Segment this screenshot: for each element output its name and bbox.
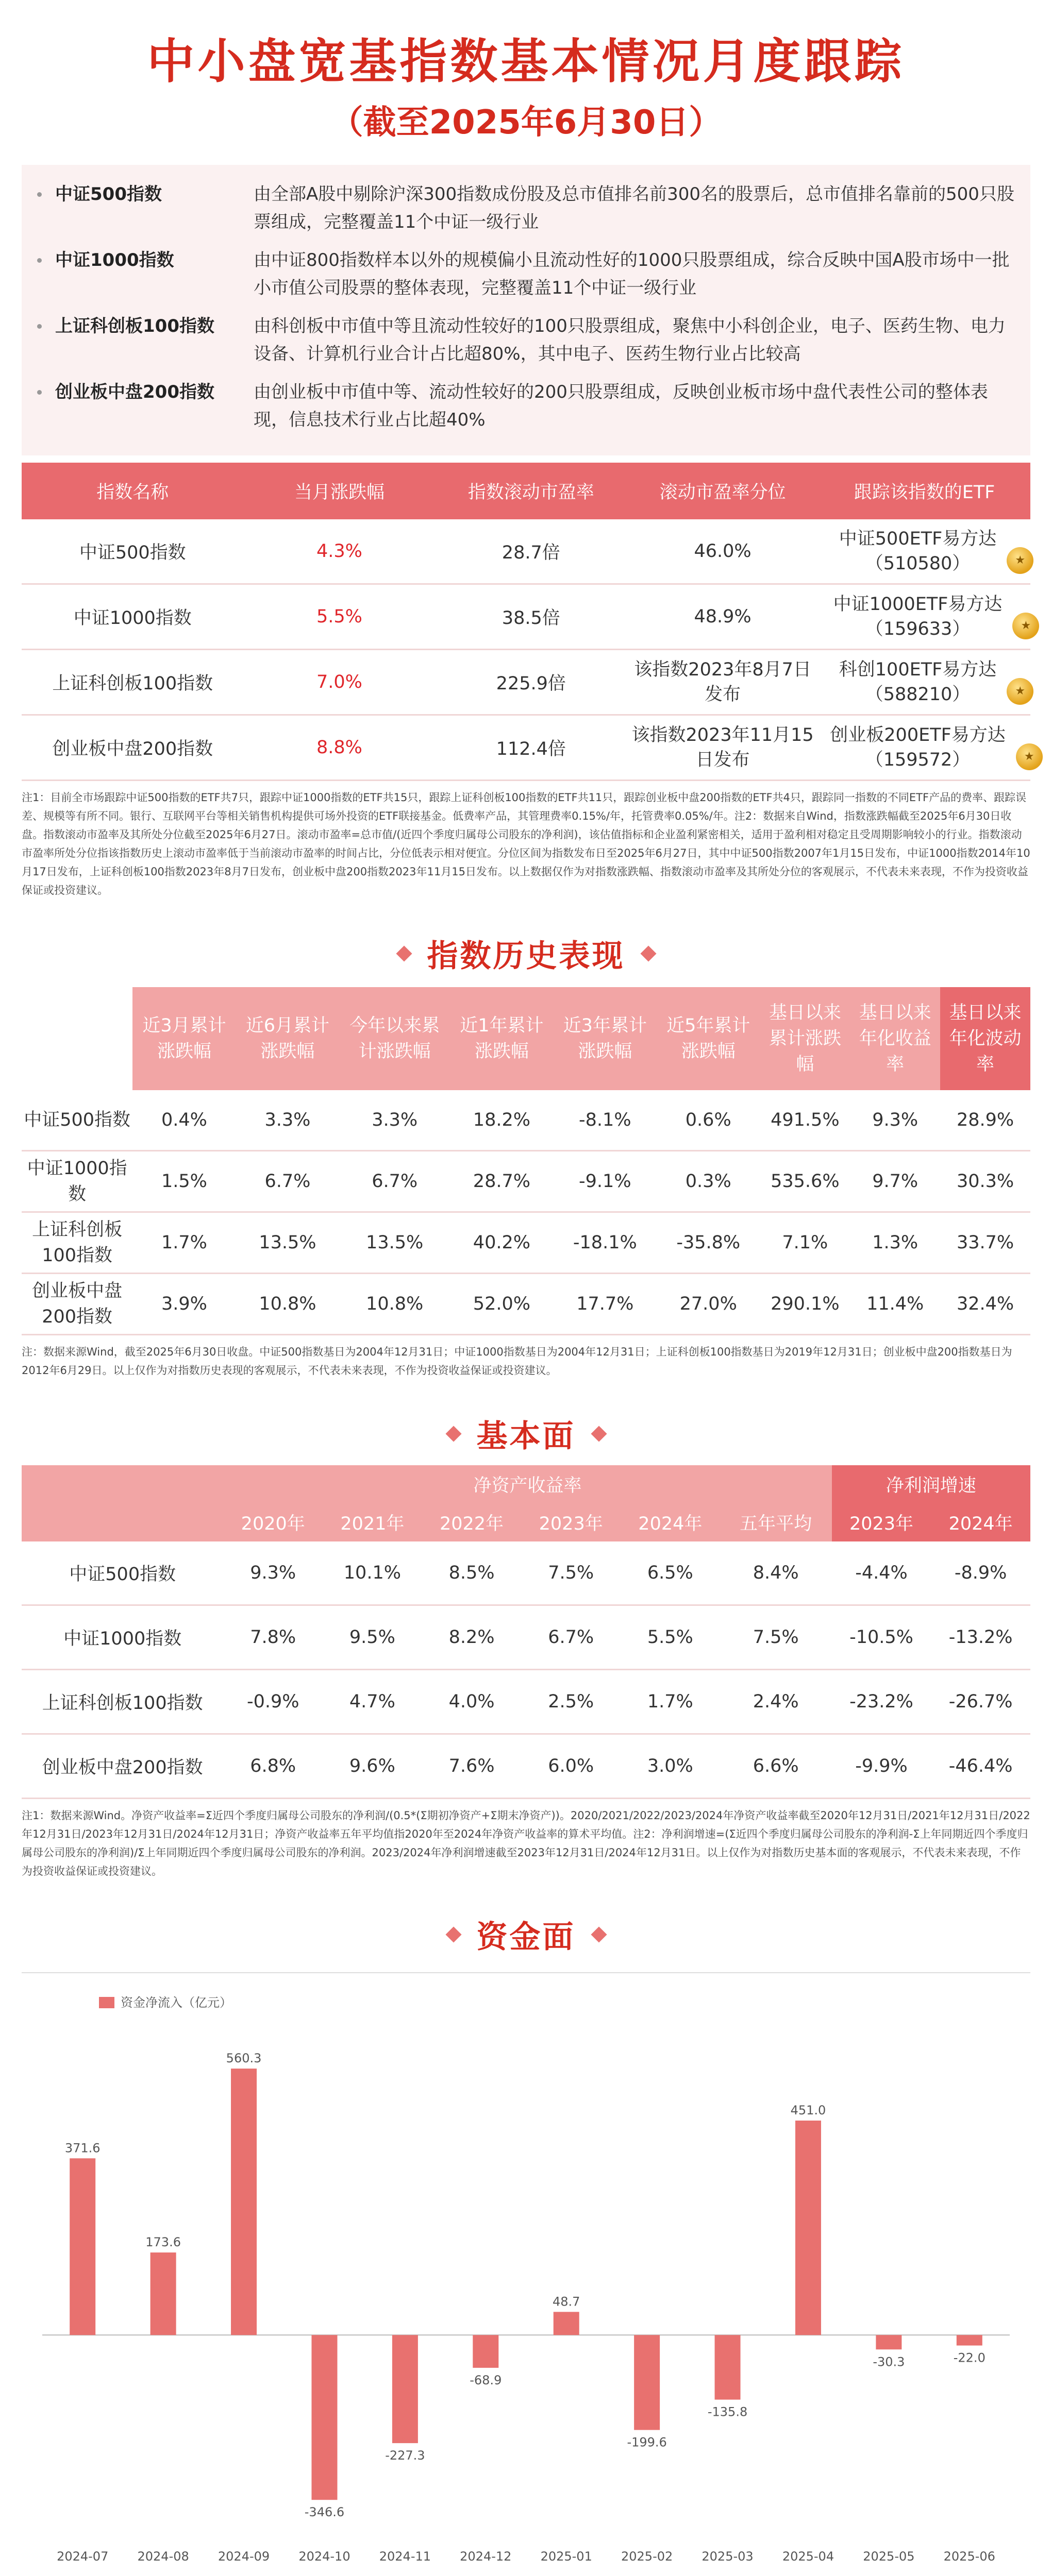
column-header: 近1年累计 涨跌幅 [450, 987, 553, 1090]
intro-desc: 由全部A股中剔除沪深300指数成份股及总市值排名前300名的股票后，总市值排名靠前的500只股票组成，完整覆盖11个中证一级行业 [254, 184, 1014, 232]
table-row [22, 1541, 1030, 1605]
index-name-cell: 中证500指数 [22, 519, 244, 584]
bar [311, 2335, 337, 2500]
value-cell: 6.5% [621, 1541, 720, 1605]
column-header: 今年以来累 计涨跌幅 [339, 987, 450, 1090]
intro-name: 上证科创板100指数 [55, 316, 214, 336]
x-tick-label: 2024-10 [298, 2549, 350, 2564]
column-header: 2021年 [323, 1503, 422, 1541]
table-row [22, 650, 1030, 715]
value-cell: 13.5% [236, 1212, 339, 1274]
value-cell: 5.5% [621, 1605, 720, 1670]
index-name-cell: 中证1000指数 [22, 1151, 132, 1212]
bar [715, 2335, 741, 2399]
medal-icon: ★ [1012, 613, 1039, 639]
bar [876, 2335, 901, 2349]
pe-cell: 225.9倍 [435, 650, 627, 715]
x-tick-label: 2025-01 [540, 2549, 592, 2564]
value-cell: -46.4% [931, 1734, 1030, 1799]
legend-swatch [99, 1997, 114, 2008]
page-title: 中小盘宽基指数基本情况月度跟踪 [147, 34, 905, 89]
column-header: 基日以来 累计涨跌 幅 [760, 987, 850, 1090]
column-header: 指数名称 [22, 463, 244, 519]
table-row [22, 1090, 1030, 1151]
index-name-cell: 中证1000指数 [22, 584, 244, 650]
column-header: 2023年 [832, 1503, 931, 1541]
index-name-cell: 中证500指数 [22, 1090, 132, 1151]
value-cell: 0.4% [132, 1090, 236, 1151]
x-tick-label: 2024-09 [218, 2549, 270, 2564]
value-cell: 30.3% [940, 1151, 1030, 1212]
diamond-icon [591, 1926, 607, 1942]
column-header: 跟踪该指数的ETF [819, 463, 1030, 519]
column-header: 滚动市盈率分位 [627, 463, 819, 519]
x-tick-label: 2025-04 [782, 2549, 834, 2564]
intro-desc: 由科创板中市值中等且流动性较好的100只股票组成，聚焦中小科创企业，电子、医药生物、电力设备、计算机行业合计占比超80%，其中电子、医药生物行业占比较高 [254, 316, 1006, 364]
value-cell: 3.9% [132, 1274, 236, 1335]
intro-desc: 由中证800指数样本以外的规模偏小且流动性好的1000只股票组成，综合反映中国A股市场中一批小市值公司股票的整体表现，完整覆盖11个中证一级行业 [254, 250, 1010, 298]
diamond-icon [591, 1426, 607, 1442]
value-cell: 535.6% [760, 1151, 850, 1212]
bullet-icon [37, 192, 42, 197]
index-name-cell: 上证科创板 100指数 [22, 1212, 132, 1274]
bar-value-label: 173.6 [145, 2235, 181, 2250]
value-cell: 1.3% [850, 1212, 940, 1274]
value-cell: 7.5% [720, 1605, 832, 1670]
column-header: 2022年 [422, 1503, 522, 1541]
table-header-row [22, 463, 1030, 519]
value-cell: -4.4% [832, 1541, 931, 1605]
value-cell: 8.2% [422, 1605, 522, 1670]
table-row [22, 1734, 1030, 1799]
x-tick-label: 2025-06 [943, 2549, 995, 2564]
column-header: 近5年累计 涨跌幅 [657, 987, 760, 1090]
history-table [22, 987, 1030, 1335]
intro-item [37, 246, 1015, 302]
bar-value-label: -22.0 [953, 2350, 986, 2365]
x-tick-label: 2024-11 [379, 2549, 431, 2564]
intro-item [37, 378, 1015, 434]
value-cell: 11.4% [850, 1274, 940, 1335]
section-heading [0, 930, 1052, 977]
column-header: 2024年 [931, 1503, 1030, 1541]
intro-item [37, 312, 1015, 368]
table-row [22, 1274, 1030, 1335]
bar [70, 2158, 95, 2335]
table-row [22, 1212, 1030, 1274]
etf-name: 创业板200ETF易方达 [830, 725, 1006, 745]
history-note: 注：数据来源Wind，截至2025年6月30日收盘。中证500指数基日为2004年12月31日；中证1000指数基日为2004年12月31日；上证科创板100指数基日为2019年12月31日；创业板中盘200指数基日为2012年6月29日。以上仅作为对指数历史表现的客观展示，不代表未来表现，不作为投资收益保证或投资建议。 [22, 1346, 1012, 1377]
value-cell: -8.1% [554, 1090, 657, 1151]
x-tick-label: 2025-05 [863, 2549, 915, 2564]
table-group-header-row [22, 1465, 1030, 1503]
bar-value-label: 560.3 [226, 2051, 262, 2066]
bullet-icon [37, 324, 42, 329]
table-row [22, 584, 1030, 650]
value-cell: 6.7% [521, 1605, 621, 1670]
value-cell: 0.6% [657, 1090, 760, 1151]
bar [392, 2335, 418, 2443]
value-cell: 7.1% [760, 1212, 850, 1274]
value-cell: 28.9% [940, 1090, 1030, 1151]
section-title: 指数历史表现 [427, 938, 625, 974]
table-row [22, 1670, 1030, 1734]
value-cell: 6.0% [521, 1734, 621, 1799]
column-header: 基日以来 年化收益 率 [850, 987, 940, 1090]
value-cell: 2.4% [720, 1670, 832, 1734]
etf-code: （159633） [865, 619, 971, 639]
pe-percentile-cell: 该指数2023年11月15日发布 [627, 715, 819, 781]
value-cell: -9.1% [554, 1151, 657, 1212]
x-tick-label: 2025-03 [702, 2549, 754, 2564]
group-header-roe: 净资产收益率 [223, 1465, 831, 1503]
page-subtitle: （截至2025年6月30日） [330, 104, 722, 142]
x-tick-label: 2024-08 [137, 2549, 189, 2564]
value-cell: 8.4% [720, 1541, 832, 1605]
value-cell: 6.6% [720, 1734, 832, 1799]
value-cell: 1.7% [132, 1212, 236, 1274]
bar [151, 2252, 176, 2335]
value-cell: 9.3% [850, 1090, 940, 1151]
index-name-cell: 上证科创板100指数 [22, 650, 244, 715]
etf-code: （588210） [865, 684, 971, 705]
intro-item [37, 180, 1015, 236]
group-header-np: 净利润增速 [832, 1465, 1030, 1503]
bar-value-label: -68.9 [470, 2372, 502, 2387]
legend-label: 资金净流入（亿元） [121, 1995, 232, 2010]
monthly-change-cell: 5.5% [244, 584, 436, 650]
section-heading [0, 1411, 1052, 1457]
value-cell: 10.8% [236, 1274, 339, 1335]
value-cell: 7.5% [521, 1541, 621, 1605]
index-name-cell: 上证科创板100指数 [22, 1670, 223, 1734]
pe-cell: 112.4倍 [435, 715, 627, 781]
fund-flow-chart [22, 1972, 1030, 2576]
value-cell: 10.8% [339, 1274, 450, 1335]
value-cell: -35.8% [657, 1212, 760, 1274]
value-cell: 9.7% [850, 1151, 940, 1212]
value-cell: -8.9% [931, 1541, 1030, 1605]
value-cell: 3.3% [339, 1090, 450, 1151]
bar [554, 2312, 579, 2335]
x-tick-label: 2024-07 [57, 2549, 109, 2564]
table-row [22, 1151, 1030, 1212]
value-cell: -0.9% [223, 1670, 323, 1734]
intro-name: 中证1000指数 [55, 250, 174, 270]
monthly-change-cell: 7.0% [244, 650, 436, 715]
table-header-row [22, 987, 1030, 1090]
value-cell: 491.5% [760, 1090, 850, 1151]
medal-icon: ★ [1007, 678, 1033, 705]
value-cell: 10.1% [323, 1541, 422, 1605]
bar-value-label: -199.6 [627, 2435, 667, 2450]
etf-cell [819, 650, 1030, 715]
index-name-cell: 创业板中盘 200指数 [22, 1274, 132, 1335]
table-header-row [22, 1503, 1030, 1541]
value-cell: 9.5% [323, 1605, 422, 1670]
value-cell: 28.7% [450, 1151, 553, 1212]
index-intro [22, 165, 1030, 455]
value-cell: 27.0% [657, 1274, 760, 1335]
value-cell: 1.5% [132, 1151, 236, 1212]
table-row [22, 519, 1030, 584]
value-cell: 290.1% [760, 1274, 850, 1335]
value-cell: 7.6% [422, 1734, 522, 1799]
bullet-icon [37, 390, 42, 395]
value-cell: -23.2% [832, 1670, 931, 1734]
table-row [22, 1605, 1030, 1670]
index-name-cell: 中证500指数 [22, 1541, 223, 1605]
value-cell: 3.3% [236, 1090, 339, 1151]
etf-name: 中证500ETF易方达 [839, 529, 997, 549]
column-header: 2023年 [521, 1503, 621, 1541]
index-name-cell: 创业板中盘200指数 [22, 715, 244, 781]
bar [634, 2335, 660, 2430]
value-cell: 13.5% [339, 1212, 450, 1274]
value-cell: 8.5% [422, 1541, 522, 1605]
section-heading [0, 1911, 1052, 1958]
column-header: 五年平均 [720, 1503, 832, 1541]
x-tick-label: 2024-12 [460, 2549, 512, 2564]
value-cell: -10.5% [832, 1605, 931, 1670]
index-name-cell: 中证1000指数 [22, 1605, 223, 1670]
monthly-change-cell: 4.3% [244, 519, 436, 584]
column-header: 基日以来 年化波动 率 [940, 987, 1030, 1090]
value-cell: 6.8% [223, 1734, 323, 1799]
bar-value-label: -227.3 [385, 2448, 425, 2463]
medal-icon: ★ [1016, 743, 1043, 770]
column-header: 2020年 [223, 1503, 323, 1541]
fundamentals-table [22, 1465, 1030, 1799]
value-cell: 2.5% [521, 1670, 621, 1734]
value-cell: -26.7% [931, 1670, 1030, 1734]
bar-value-label: -135.8 [707, 2404, 748, 2419]
bar-value-label: -30.3 [873, 2354, 905, 2369]
bar-value-label: -346.6 [304, 2505, 345, 2520]
bar-value-label: 451.0 [790, 2103, 826, 2117]
column-header: 近3年累计 涨跌幅 [554, 987, 657, 1090]
value-cell: -13.2% [931, 1605, 1030, 1670]
pe-cell: 38.5倍 [435, 584, 627, 650]
etf-name: 科创100ETF易方达 [839, 659, 997, 680]
intro-name: 中证500指数 [55, 184, 162, 205]
bar [957, 2335, 982, 2345]
value-cell: 0.3% [657, 1151, 760, 1212]
pe-cell: 28.7倍 [435, 519, 627, 584]
etf-cell [819, 519, 1030, 584]
value-cell: -9.9% [832, 1734, 931, 1799]
column-header: 近3月累计 涨跌幅 [132, 987, 236, 1090]
index-name-cell: 创业板中盘200指数 [22, 1734, 223, 1799]
value-cell: 9.3% [223, 1541, 323, 1605]
section-title: 资金面 [476, 1919, 576, 1955]
diamond-icon [396, 945, 412, 961]
bullet-icon [37, 258, 42, 263]
value-cell: 33.7% [940, 1212, 1030, 1274]
value-cell: 17.7% [554, 1274, 657, 1335]
value-cell: 4.7% [323, 1670, 422, 1734]
value-cell: 32.4% [940, 1274, 1030, 1335]
bar [231, 2069, 257, 2335]
column-header: 近6月累计 涨跌幅 [236, 987, 339, 1090]
etf-code: （159572） [865, 750, 971, 770]
overview-table [22, 463, 1034, 781]
monthly-change-cell: 8.8% [244, 715, 436, 781]
section-title: 基本面 [476, 1418, 576, 1454]
value-cell: 7.8% [223, 1605, 323, 1670]
bar [795, 2121, 821, 2335]
value-cell: 6.7% [236, 1151, 339, 1212]
column-header: 2024年 [621, 1503, 720, 1541]
pe-percentile-cell: 46.0% [627, 519, 819, 584]
etf-cell [819, 715, 1034, 781]
fundamentals-note: 注1：数据来源Wind。净资产收益率=Σ近四个季度归属母公司股东的净利润/(0.5*(Σ期初净资产+Σ期末净资产))。2020/2021/2022/2023/2024年净资产收益率截至2020年12月31日/2021年12月31日/2022年12月31日/2023年12月31日/2024年12月31日；净资产收益率五年平均值指2020年至2024年净资产收益率的算术平均值。注2：净利润增速=(Σ近四个季度归属母公司股东的净利润-Σ上年同期近四个季度归属母公司股东的净利润)/Σ上年同期近四个季度归属母公司股东的净利润。2023/2024年净利润增速截至2023年12月31日/2024年12月31日。以上仅作为对指数历史基本面的客观展示，不代表未来表现，不作为投资收益保证或投资建议。 [22, 1809, 1030, 1877]
value-cell: 1.7% [621, 1670, 720, 1734]
intro-desc: 由创业板中市值中等、流动性较好的200只股票组成，反映创业板市场中盘代表性公司的整体表现，信息技术行业占比超40% [254, 382, 988, 430]
diamond-icon [445, 1426, 461, 1442]
value-cell: -18.1% [554, 1212, 657, 1274]
etf-name: 中证1000ETF易方达 [833, 594, 1003, 615]
value-cell: 40.2% [450, 1212, 553, 1274]
value-cell: 6.7% [339, 1151, 450, 1212]
bar-value-label: 48.7 [552, 2294, 580, 2309]
bar-value-label: 371.6 [64, 2141, 101, 2156]
value-cell: 18.2% [450, 1090, 553, 1151]
etf-cell [819, 584, 1030, 650]
column-header: 指数滚动市盈率 [435, 463, 627, 519]
fund-flow-chart-svg [22, 1973, 1030, 2576]
overview-note: 注1：目前全市场跟踪中证500指数的ETF共7只，跟踪中证1000指数的ETF共15只，跟踪上证科创板100指数的ETF共11只，跟踪创业板中盘200指数的ETF共4只，跟踪同一指数的不同ETF产品的费率、跟踪误差、规模等有所不同。银行、互联网平台等相关销售机构提供可场外投资的ETF联接基金。低费率产品，其管理费率0.15%/年，托管费率0.05%/年。注2：数据来自Wind，指数涨跌幅截至2025年6月30日收盘。指数滚动市盈率及其所处分位截至2025年6月27日。滚动市盈率=总市值/(近四个季度归属母公司股东的净利润)，该估值指标和企业盈利紧密相关，适用于盈利相对稳定且受周期影响较小的行业。指数滚动市盈率所处分位指该指数历史上滚动市盈率低于当前滚动市盈率的时间占比，分位低表示相对便宜。分位区间为指数发布日至2025年6月27日，其中中证500指数2007年1月15日发布，中证1000指数2014年10月17日发布，上证科创板100指数2023年8月7日发布，创业板中盘200指数2023年11月15日发布。以上数据仅作为对指数涨跌幅、指数滚动市盈率及其所处分位的客观展示，不代表未来表现，不作为投资收益保证或投资建议。 [22, 791, 1030, 896]
value-cell: 52.0% [450, 1274, 553, 1335]
pe-percentile-cell: 48.9% [627, 584, 819, 650]
bar [473, 2335, 498, 2368]
column-header: 当月涨跌幅 [244, 463, 436, 519]
diamond-icon [640, 945, 656, 961]
table-row [22, 715, 1030, 781]
intro-name: 创业板中盘200指数 [55, 382, 214, 402]
pe-percentile-cell: 该指数2023年8月7日发布 [627, 650, 819, 715]
value-cell: 9.6% [323, 1734, 422, 1799]
value-cell: 3.0% [621, 1734, 720, 1799]
etf-code: （510580） [865, 553, 971, 574]
diamond-icon [445, 1926, 461, 1942]
medal-icon: ★ [1007, 547, 1033, 574]
x-tick-label: 2025-02 [621, 2549, 673, 2564]
value-cell: 4.0% [422, 1670, 522, 1734]
